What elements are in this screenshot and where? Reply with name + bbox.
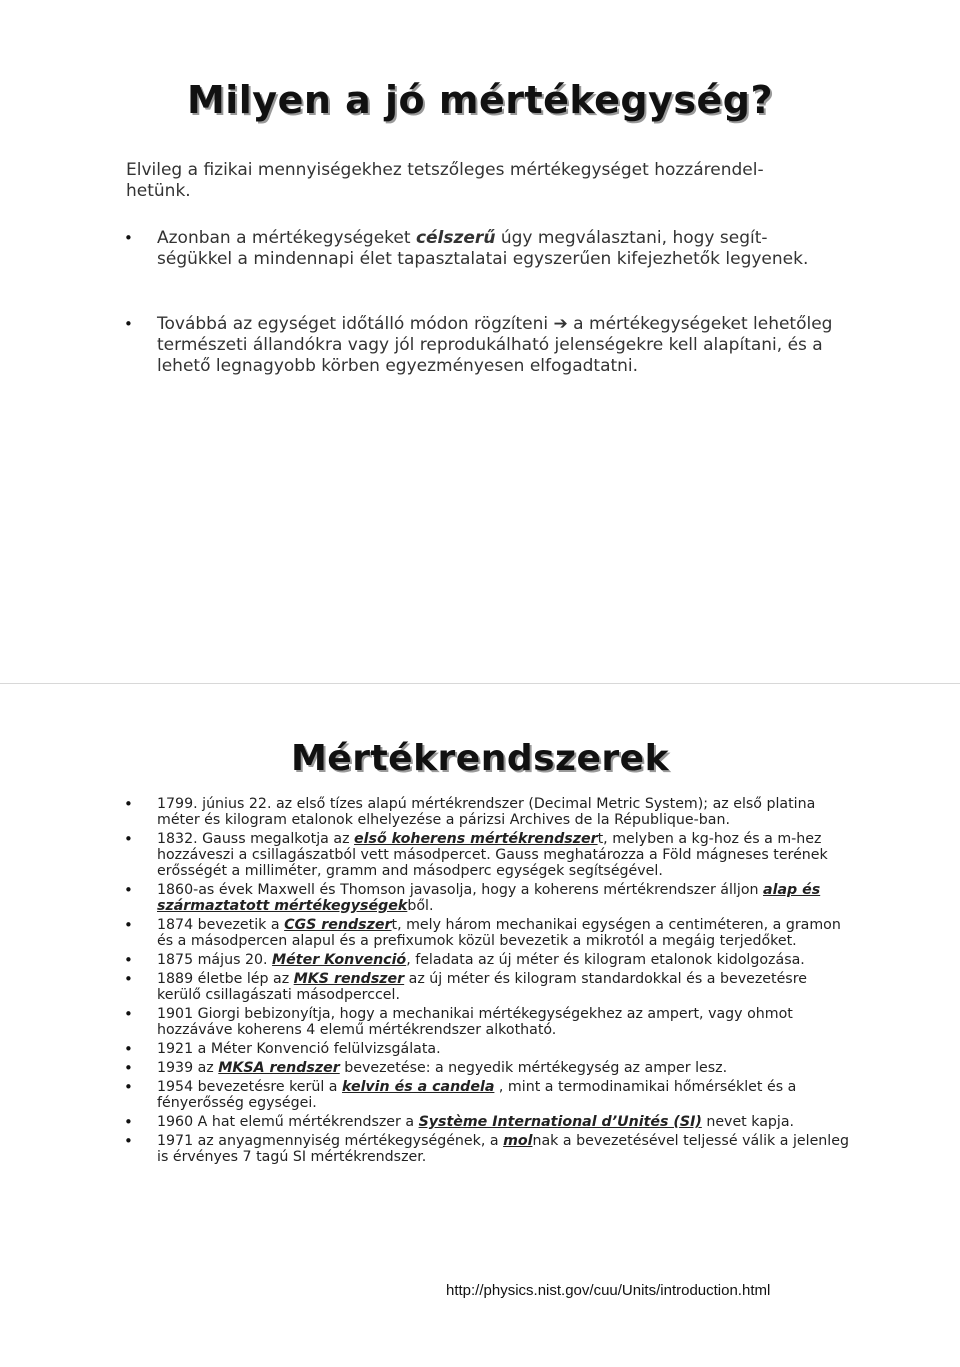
- emphasis-text: MKSA rendszer: [218, 1060, 340, 1076]
- bullet-icon: •: [124, 1113, 133, 1131]
- bullet-icon: •: [124, 1005, 133, 1023]
- emphasis-text: Système International d’Unités (SI): [418, 1114, 702, 1130]
- timeline-text: , feladata az új méter és kilogram etalonok kidolgozása.: [406, 952, 805, 968]
- emphasis-text: alap és származtatott mértékegységek: [157, 882, 821, 914]
- timeline-text: nevet kapja.: [701, 1114, 795, 1130]
- timeline-item: [124, 1133, 854, 1165]
- bullet-icon: •: [124, 229, 133, 247]
- timeline-text: 1960 A hat elemű mértékrendszer a: [157, 1114, 419, 1130]
- emphasis-text: MKS rendszer: [293, 971, 405, 987]
- bullet-text: a mértékegységeket lehetőleg természeti állandókra vagy jól reprodukálható jelenségekre kell alapítani, és a lehető legnagyobb körben egyezményesen elfogadtatni.: [157, 314, 833, 376]
- emphasis-text: kelvin és a candela: [342, 1079, 495, 1095]
- timeline-text: 1921 a Méter Konvenció felülvizsgálata.: [157, 1041, 441, 1057]
- bullet-text: úgy megválasztani, hogy segít-ségükkel a mindennapi élet tapasztalatai egyszerűen kifejezhetők legyenek.: [157, 228, 809, 269]
- intro-text: Elvileg a fizikai mennyiségekhez tetszőleges mértékegységet hozzárendel-hetünk.: [126, 160, 764, 201]
- bullet-icon: •: [124, 1132, 133, 1150]
- emphasis-text: célszerű: [415, 228, 496, 248]
- timeline-item: [124, 952, 854, 968]
- slide-2-title: Mértékrendszerek: [290, 738, 670, 779]
- bullet-icon: •: [124, 315, 133, 333]
- timeline-text: 1939 az: [157, 1060, 219, 1076]
- timeline-text: az új méter és kilogram standardokkal és a bevezetésre kerülő csillagászati másodperccel.: [157, 971, 807, 1003]
- bullet-icon: •: [124, 795, 133, 813]
- bullet-icon: •: [124, 916, 133, 934]
- timeline-text: nak a bevezetésével teljessé válik a jelenleg is érvényes 7 tagú SI mértékrendszer.: [157, 1133, 849, 1165]
- timeline-text: t, melyben a kg-hoz és a m-hez hozzáveszi a csillagászatból vett másodpercet. Gauss meghatározza a Föld mágneses terének erősségét a milliméter, gramm and másodperc egységek segítségével.: [157, 831, 828, 879]
- timeline-text: 1860-as évek Maxwell és Thomson javasolja, hogy a koherens mértékrendszer álljon: [157, 882, 764, 898]
- emphasis-text: első koherens mértékrendszer: [354, 831, 598, 847]
- timeline-item: [124, 1060, 854, 1076]
- timeline-text: bevezetése: a negyedik mértékegység az amper lesz.: [339, 1060, 728, 1076]
- timeline-text: 1889 életbe lép az: [157, 971, 294, 987]
- bullet-icon: •: [124, 970, 133, 988]
- bullet-icon: •: [124, 830, 133, 848]
- timeline-text: 1799. június 22. az első tízes alapú mértékrendszer (Decimal Metric System); az első platina méter és kilogram etalonok elhelyezése a párizsi Archives de la République-ban.: [157, 796, 816, 828]
- timeline-item: [124, 831, 854, 879]
- slide-2: [0, 684, 960, 1367]
- timeline-text: , mint a termodinamikai hőmérséklet és a fényerősség egységei.: [157, 1079, 797, 1111]
- slide-1-bullet-list: [124, 228, 834, 270]
- timeline-list: [124, 796, 854, 1168]
- timeline-item: [124, 917, 854, 949]
- emphasis-text: Méter Konvenció: [272, 952, 407, 968]
- timeline-text: 1954 bevezetésre kerül a: [157, 1079, 343, 1095]
- bullet-text: Továbbá az egységet időtálló módon rögzíteni: [157, 314, 554, 334]
- slide-1-title: Milyen a jó mértékegység?: [186, 78, 774, 122]
- timeline-text: 1832. Gauss megalkotja az: [157, 831, 355, 847]
- timeline-item: [124, 796, 854, 828]
- emphasis-text: CGS rendszer: [284, 917, 392, 933]
- timeline-text: 1901 Giorgi bebizonyítja, hogy a mechanikai mértékegységekhez az ampert, vagy ohmot hozzáváve koherens 4 elemű mértékrendszer alkotható.: [157, 1006, 793, 1038]
- bullet-icon: •: [124, 1040, 133, 1058]
- source-link[interactable]: http://physics.nist.gov/cuu/Units/introduction.html: [446, 1282, 771, 1299]
- bullet-text: Azonban a mértékegységeket: [157, 228, 416, 248]
- bullet-item: [124, 228, 834, 270]
- timeline-text: 1971 az anyagmennyiség mértékegységének, a: [157, 1133, 504, 1149]
- bullet-icon: •: [124, 951, 133, 969]
- bullet-icon: •: [124, 1059, 133, 1077]
- bullet-icon: •: [124, 881, 133, 899]
- bullet-icon: •: [124, 1078, 133, 1096]
- emphasis-text: mol: [503, 1133, 533, 1149]
- timeline-item: [124, 1114, 854, 1130]
- timeline-item: [124, 971, 854, 1003]
- timeline-item: [124, 1079, 854, 1111]
- timeline-item: [124, 1041, 854, 1057]
- bullet-item: [124, 314, 834, 377]
- timeline-item: [124, 882, 854, 914]
- timeline-text: 1875 május 20.: [157, 952, 273, 968]
- timeline-text: 1874 bevezetik a: [157, 917, 285, 933]
- timeline-text: t, mely három mechanikai egységen a centiméteren, a gramon és a másodpercen alapul és a prefixumok közül bevezetik a mikrotól a megáig terjedőket.: [157, 917, 841, 949]
- slide-1-bullet-list-2: [124, 314, 834, 377]
- timeline-item: [124, 1006, 854, 1038]
- timeline-text: ből.: [407, 898, 434, 914]
- arrow-icon: ➔: [553, 314, 568, 334]
